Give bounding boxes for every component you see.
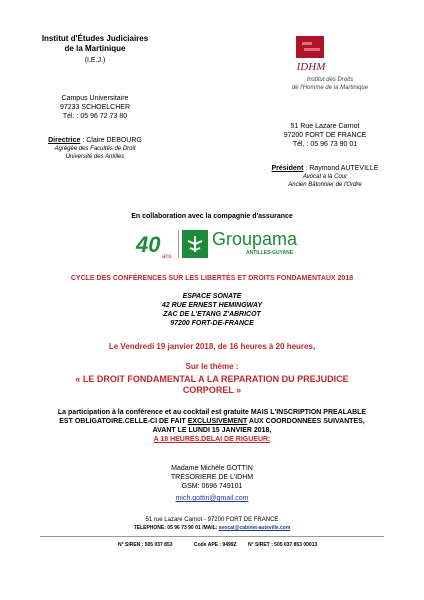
institute-name: Institut d'Études Judiciaires de la Martinique (41, 34, 149, 53)
contact-role: TRESORIERE DE L'IDHM (170, 474, 254, 481)
venue-block: ESPACE SONATE 42 RUE ERNEST HEMINGWAY ZAC DE L'ETANG Z'ABRICOT 97200 FORT-DE-FRANCE (161, 293, 263, 327)
contact-name: Madame Michèle GOTTIN (171, 465, 253, 472)
institute-address: Campus Universitaire 97233 SCHOELCHER Tél. : 05 96 72 73 80 (59, 95, 131, 120)
logo-stripe (304, 48, 320, 51)
event-date: Le Vendredi 19 janvier 2018, de 16 heures à 20 heures, (108, 342, 316, 351)
idhm-address: 51 Rue Lazare Carnot 97200 FORT DE FRANCE Tél. : 05 96 73 90 01 (283, 123, 367, 148)
collab-text: En collaboration avec la compagnie d'assurance (131, 213, 293, 220)
logo-divider (178, 230, 179, 258)
footer-mail-link[interactable]: avocat@cabinet-auteville.com (218, 525, 291, 531)
logo-text: IDHM (296, 61, 326, 73)
theme-title: « LE DROIT FONDAMENTAL A LA REPARATION DU PREJUDICE CORPOREL » (75, 374, 349, 395)
idhm-logo (290, 36, 332, 74)
logo-red-block (296, 36, 324, 58)
groupama-brand: Groupama (212, 229, 298, 249)
contact-email[interactable]: mich.gottin@gmail.com (175, 495, 249, 502)
director-block: Directrice : Claire DEBOURG Agrégée des Facultés de Droit Université des Antilles (48, 137, 142, 160)
anniv-number: 40 (136, 232, 161, 257)
40-ans-logo (134, 228, 174, 260)
institute-abbr: (I.E.J.) (84, 57, 106, 64)
contact-block (0, 464, 424, 491)
logo-stripe (302, 42, 312, 45)
president-block: Président : Raymond AUTEVILLE Avocat à la Cour Ancien Bâtonnier de l'Ordre (271, 165, 379, 188)
footer-divider (40, 536, 384, 537)
groupama-region: ANTILLES-GUYANE (246, 250, 294, 256)
theme-label: Sur le thème : (185, 362, 239, 371)
groupama-emblem (182, 230, 208, 258)
contact-gsm: GSM: 0696 749101 (181, 483, 243, 490)
footer-contacts: TELEPHONE: 05 96 73 90 01 /MAIL: avocat@cabinet-auteville.com (133, 525, 291, 531)
footer-address: 51 rue Lazare Carnot - 97200 FORT DE FRANCE (145, 517, 279, 523)
document-page: Institut d'Études Judiciaires de la Martinique (I.E.J.) Campus Universitaire 97233 SCHOELCHER Tél. : 05 96 72 73 80 Directrice : Claire DEBOURG Agrégée des Facultés de Droit Université des Antilles IDHM Institut des Droits de l'Homme de la Martinique 51 Rue Lazare Carnot 97200 FORT DE FRANCE Tél. : 05 96 73 90 01 Président : Raymond AUTEVILLE Avocat à la Cour Ancien Bâtonnier de l'Ordre En collaboration avec la compagnie d'assurance 40 ans Groupama ANTILLES-GUYANE CYCLE DES CONFÉRENCES SUR LES LIBERTÉS ET DROITS FONDAMENTAUX 2018 ESPACE SONATE 42 RUE ERNEST HEMINGWAY ZAC DE L'ETANG Z'ABRICOT 97200 FORT-DE-FRANCE Le Vendredi 19 janvier 2018, de 16 heures à 20 heures, Sur le thème : « LE DROIT FONDAMENTAL A LA REPARATION DU PREJUDICE CORPOREL » La participation à la conférence et au cocktail est gratuite MAIS L'INSCRIPTION PREALABLE EST OBLIGATOIRE.CELLE-CI DE FAIT EXCLUSIVEMENT AUX COORDONNEES SUIVANTES, AVANT LE LUNDI 15 JANVIER 2018, A 18 HEURES.DELAI DE RIGUEUR: Madame Michèle GOTTIN TRESORIERE DE L'IDHM GSM: 0696 749101 mich.gottin@gmail.com 51 rue Lazare Carnot - 97200 FORT DE FRANCE TELEPHONE: 05 96 73 90 01 /MAIL: avocat@cabinet-auteville.com N° SIREN : 505 037 853 Code APE : 9499Z N° SIRET : 505 037 853 00013 (0, 0, 424, 600)
logo-caption: Institut des Droits de l'Homme de la Martinique (291, 77, 369, 91)
cycle-title: CYCLE DES CONFÉRENCES SUR LES LIBERTÉS ET DROITS FONDAMENTAUX 2018 (70, 275, 354, 282)
participation-block: La participation à la conférence et au cocktail est gratuite MAIS L'INSCRIPTION PREALABLE EST OBLIGATOIRE.CELLE-CI DE FAIT EXCLUSIVEMENT AUX COORDONNEES SUIVANTES, AVANT LE LUNDI 15 JANVIER 2018, A 18 HEURES.DELAI DE RIGUEUR: (57, 409, 367, 443)
anniv-unit: ans (162, 254, 172, 260)
